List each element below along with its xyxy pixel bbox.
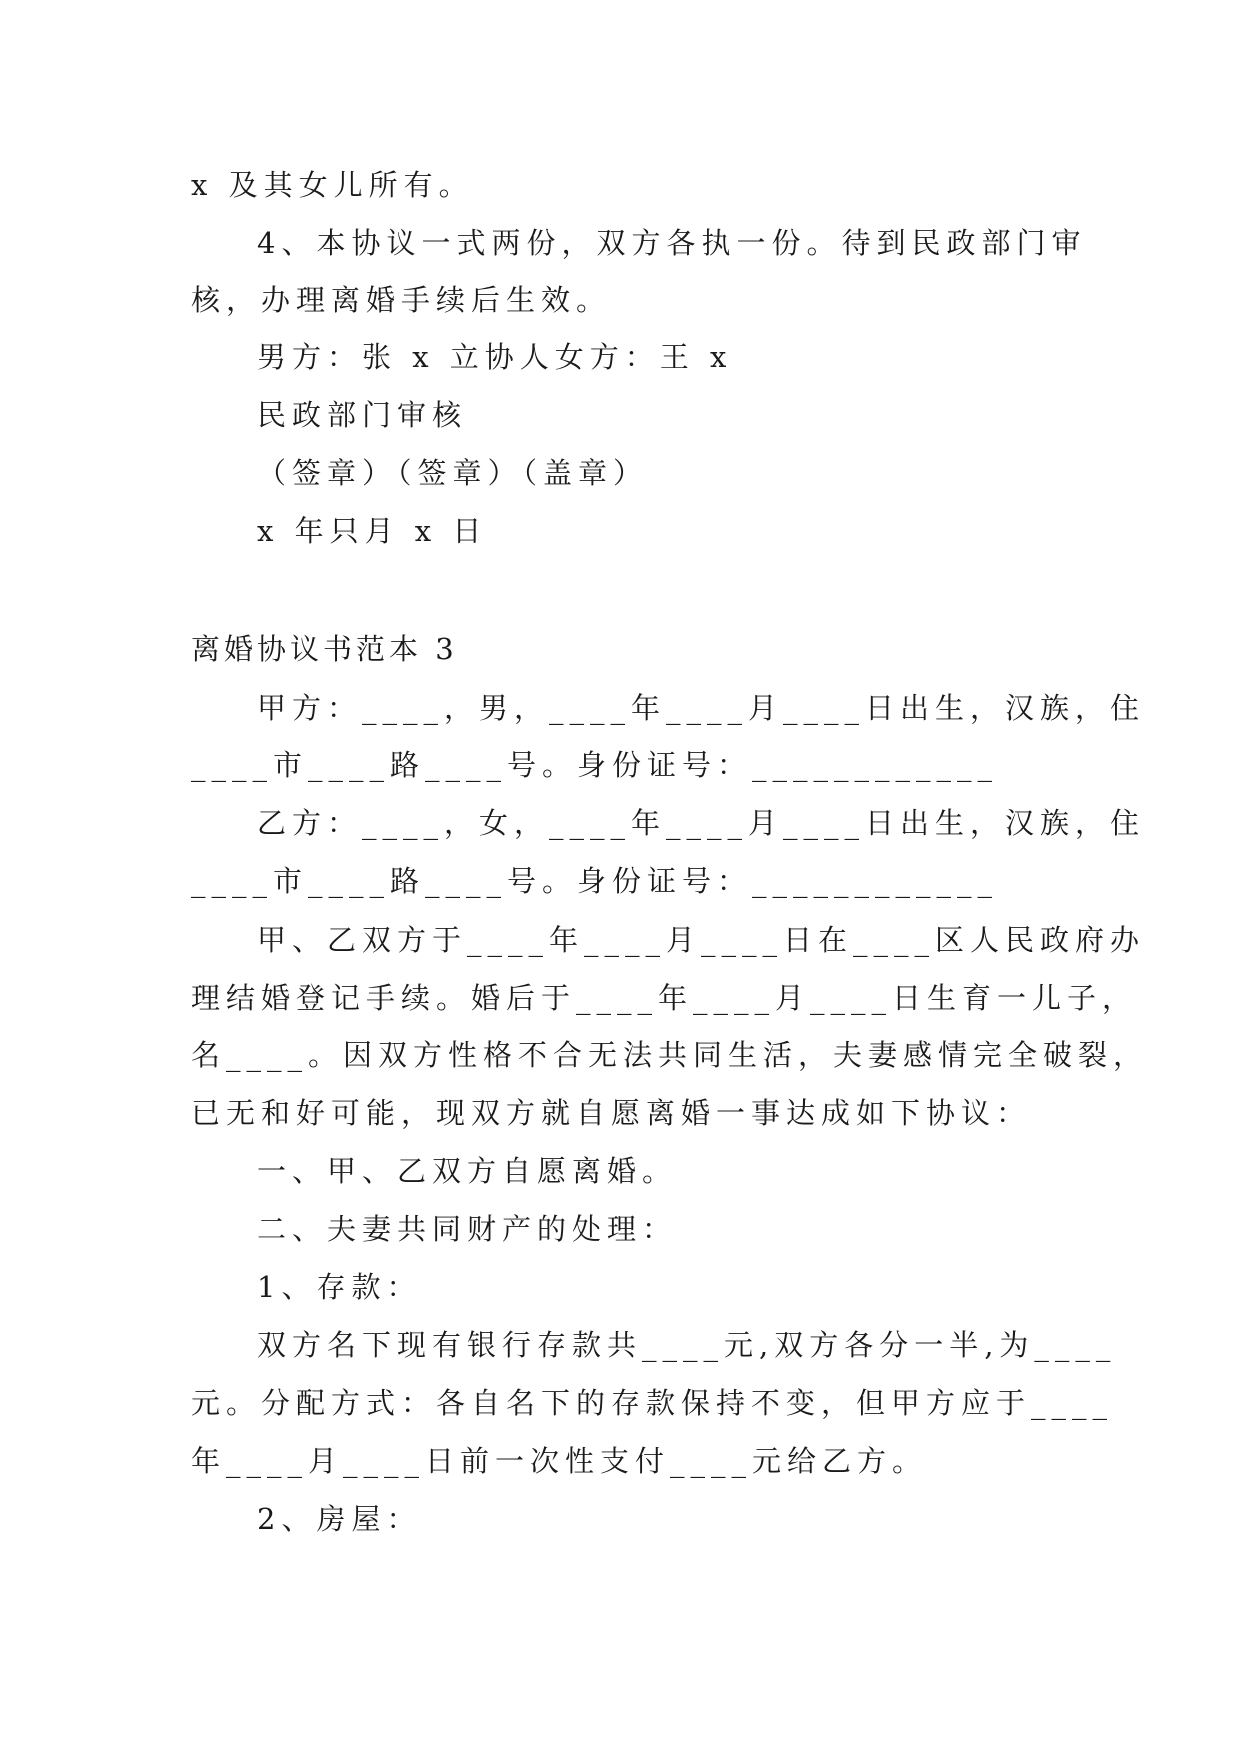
section-title: 离婚协议书范本 3 bbox=[191, 632, 458, 666]
text-line: 理结婚登记手续。婚后于____年____月____日生育一儿子， bbox=[191, 981, 1138, 1015]
text-line: 1、存款： bbox=[257, 1270, 422, 1304]
text-line: ____市____路____号。身份证号：____________ bbox=[191, 748, 999, 782]
text-line: 甲、乙双方于____年____月____日在____区人民政府办 bbox=[257, 923, 1146, 957]
text-line: x 及其女儿所有。 bbox=[191, 168, 474, 202]
text-line: 2、房屋： bbox=[257, 1502, 422, 1536]
text-line: 双方名下现有银行存款共____元,双方各分一半,为____ bbox=[257, 1328, 1117, 1362]
text-line: 核，办理离婚手续后生效。 bbox=[191, 283, 612, 317]
date-line: x 年只月 x 日 bbox=[257, 514, 488, 548]
text-line: 名____。因双方性格不合无法共同生活，夫妻感情完全破裂， bbox=[191, 1038, 1149, 1072]
text-line: 二、夫妻共同财产的处理： bbox=[257, 1212, 678, 1246]
seal-line: （签章）（签章）（盖章） bbox=[257, 456, 649, 490]
text-line: 年____月____日前一次性支付____元给乙方。 bbox=[191, 1444, 928, 1478]
text-line: 一、甲、乙双方自愿离婚。 bbox=[257, 1154, 678, 1188]
text-line: 已无和好可能，现双方就自愿离婚一事达成如下协议： bbox=[191, 1096, 1032, 1130]
signature-line: 男方：张 x 立协人女方：王 x bbox=[257, 340, 733, 374]
text-line: 4、本协议一式两份，双方各执一份。待到民政部门审 bbox=[257, 226, 1087, 260]
text-line: ____市____路____号。身份证号：____________ bbox=[191, 864, 999, 898]
text-line: 元。分配方式：各自名下的存款保持不变，但甲方应于____ bbox=[191, 1386, 1114, 1420]
text-line: 民政部门审核 bbox=[257, 398, 468, 432]
text-line: 乙方：____，女，____年____月____日出生，汉族，住 bbox=[257, 806, 1146, 840]
text-line: 甲方：____，男，____年____月____日出生，汉族，住 bbox=[257, 691, 1146, 725]
